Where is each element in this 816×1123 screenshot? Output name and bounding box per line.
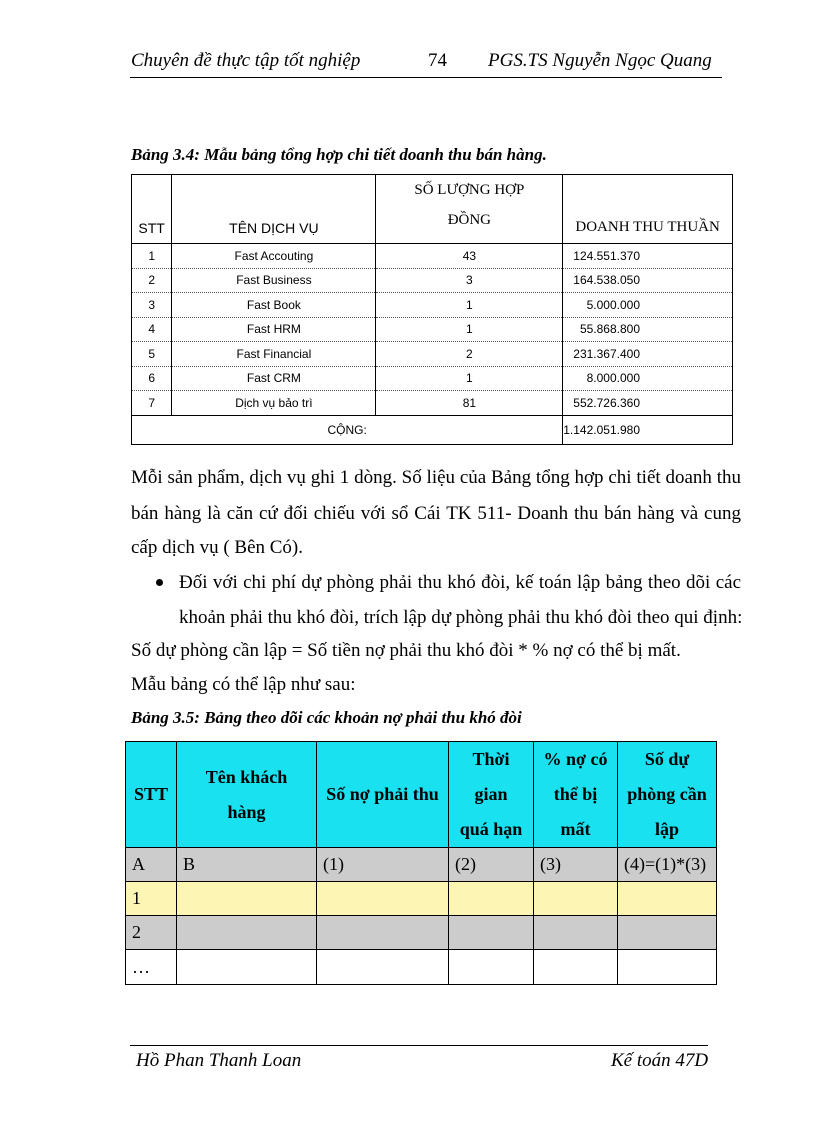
table-row (126, 916, 717, 950)
total-value: 1.142.051.980 (563, 422, 640, 437)
cell-qty: 81 (376, 391, 563, 416)
table34-col-revenue: DOANH THU THUẦN (563, 175, 733, 244)
table-row (126, 848, 717, 882)
page-number: 74 (428, 50, 447, 71)
code-cell: (1) (317, 848, 449, 882)
empty-cell (177, 916, 317, 950)
table-row (126, 950, 717, 985)
header-left: Chuyên đề thực tập tốt nghiệp (131, 50, 361, 71)
table-row (132, 391, 733, 416)
footer-rule (130, 1045, 708, 1046)
empty-cell (177, 882, 317, 916)
cell-revenue: 5.000.000 (563, 293, 733, 318)
table35-col-name (177, 742, 317, 848)
cell-revenue: 164.538.050 (563, 268, 733, 293)
cell-revenue: 552.726.360 (563, 391, 733, 416)
cell-qty: 1 (376, 317, 563, 342)
table34-header-row (132, 175, 733, 244)
bullet-icon (156, 579, 163, 586)
table35-caption: Bảng 3.5: Bảng theo dõi các khoản nợ phải thu khó đòi (131, 708, 522, 727)
cell-stt: 5 (132, 342, 172, 367)
table-row (132, 366, 733, 391)
cell-qty: 2 (376, 342, 563, 367)
table34-col-qty-line2: ĐỒNG (447, 212, 492, 228)
cell-name: Dịch vụ bảo trì (172, 391, 376, 416)
empty-cell (449, 950, 534, 985)
cell-revenue: 124.551.370 (563, 244, 733, 269)
paragraph-line: cấp dịch vụ ( Bên Có). (131, 537, 304, 558)
paragraph-line: Mỗi sản phẩm, dịch vụ ghi 1 dòng. Số liệu của Bảng tổng hợp chi tiết doanh thu (131, 467, 741, 488)
empty-cell (618, 882, 717, 916)
cell-name: Fast Book (172, 293, 376, 318)
table34-total-row (132, 415, 733, 444)
cell-stt: 7 (132, 391, 172, 416)
cell-revenue: 8.000.000 (563, 366, 733, 391)
empty-cell (449, 916, 534, 950)
table35-col-time-l3: quá hạn (459, 819, 523, 839)
cell-name: Fast Accouting (172, 244, 376, 269)
total-label: CỘNG: (132, 415, 563, 444)
bullet-line: Đối với chi phí dự phòng phải thu khó đòi, kế toán lập bảng theo dõi các (179, 572, 741, 593)
cell-name: Fast Financial (172, 342, 376, 367)
bullet-line: khoản phải thu khó đòi, trích lập dự phòng phải thu khó đòi theo qui định: (179, 607, 743, 628)
table-row (132, 293, 733, 318)
code-cell: B (177, 848, 317, 882)
table-row (126, 882, 717, 916)
footer-left: Hồ Phan Thanh Loan (136, 1050, 302, 1071)
intro-line: Mẫu bảng có thể lập như sau: (131, 674, 356, 695)
cell-qty: 3 (376, 268, 563, 293)
table34-col-stt: STT (132, 175, 172, 244)
table35-col-stt: STT (126, 742, 177, 848)
table35-col-name-l1: Tên khách (205, 766, 288, 787)
table35-col-prov-l2: phòng cần (627, 784, 707, 804)
table-row (132, 244, 733, 269)
empty-cell (317, 882, 449, 916)
footer-right: Kế toán 47D (611, 1050, 709, 1071)
cell-stt: … (126, 950, 177, 985)
header-rule (130, 77, 722, 78)
cell-name: Fast HRM (172, 317, 376, 342)
empty-cell (317, 916, 449, 950)
empty-cell (534, 950, 618, 985)
code-cell: (2) (449, 848, 534, 882)
cell-stt: 1 (126, 882, 177, 916)
table35-col-time-l2: gian (474, 784, 508, 804)
table34-caption: Bảng 3.4: Mẫu bảng tổng hợp chi tiết doanh thu bán hàng. (131, 145, 547, 164)
empty-cell (177, 950, 317, 985)
cell-stt: 2 (132, 268, 172, 293)
empty-cell (618, 916, 717, 950)
code-cell: (3) (534, 848, 618, 882)
table35-col-pct-l2: thể bị (553, 784, 598, 804)
table35-col-time-l1: Thời (472, 749, 510, 769)
empty-cell (449, 882, 534, 916)
cell-revenue: 55.868.800 (563, 317, 733, 342)
table35-col-time (449, 742, 534, 848)
cell-revenue: 231.367.400 (563, 342, 733, 367)
table-row (132, 342, 733, 367)
table35-col-pct-l3: mất (560, 819, 591, 839)
paragraph-line: bán hàng là căn cứ đối chiếu với sổ Cái TK 511- Doanh thu bán hàng và cung (131, 503, 741, 524)
table34-col-qty (376, 175, 563, 244)
table35-col-pct (534, 742, 618, 848)
cell-name: Fast CRM (172, 366, 376, 391)
table35 (125, 741, 717, 985)
empty-cell (618, 950, 717, 985)
table35-col-debt: Số nợ phải thu (317, 742, 449, 848)
code-cell: A (126, 848, 177, 882)
empty-cell (317, 950, 449, 985)
table35-col-provision (618, 742, 717, 848)
cell-stt: 1 (132, 244, 172, 269)
formula-line: Số dự phòng cần lập = Số tiền nợ phải thu khó đòi * % nợ có thể bị mất. (131, 640, 681, 661)
empty-cell (534, 882, 618, 916)
cell-name: Fast Business (172, 268, 376, 293)
table35-col-prov-l3: lập (654, 819, 679, 839)
cell-qty: 43 (376, 244, 563, 269)
table34-col-name: TÊN DỊCH VỤ (172, 175, 376, 244)
cell-stt: 3 (132, 293, 172, 318)
cell-qty: 1 (376, 366, 563, 391)
table35-col-pct-l1: % nợ có (543, 749, 608, 769)
cell-stt: 6 (132, 366, 172, 391)
table35-col-prov-l1: Số dự (644, 749, 690, 769)
cell-qty: 1 (376, 293, 563, 318)
cell-stt: 2 (126, 916, 177, 950)
table34-col-qty-line1: SỐ LƯỢNG HỢP (414, 182, 525, 198)
table-row (132, 268, 733, 293)
table35-header-row (126, 742, 717, 848)
table34 (131, 174, 733, 445)
table-row (132, 317, 733, 342)
cell-stt: 4 (132, 317, 172, 342)
table35-col-name-l2: hàng (227, 801, 266, 822)
header-right: PGS.TS Nguyễn Ngọc Quang (488, 50, 712, 71)
empty-cell (534, 916, 618, 950)
code-cell: (4)=(1)*(3) (618, 848, 717, 882)
